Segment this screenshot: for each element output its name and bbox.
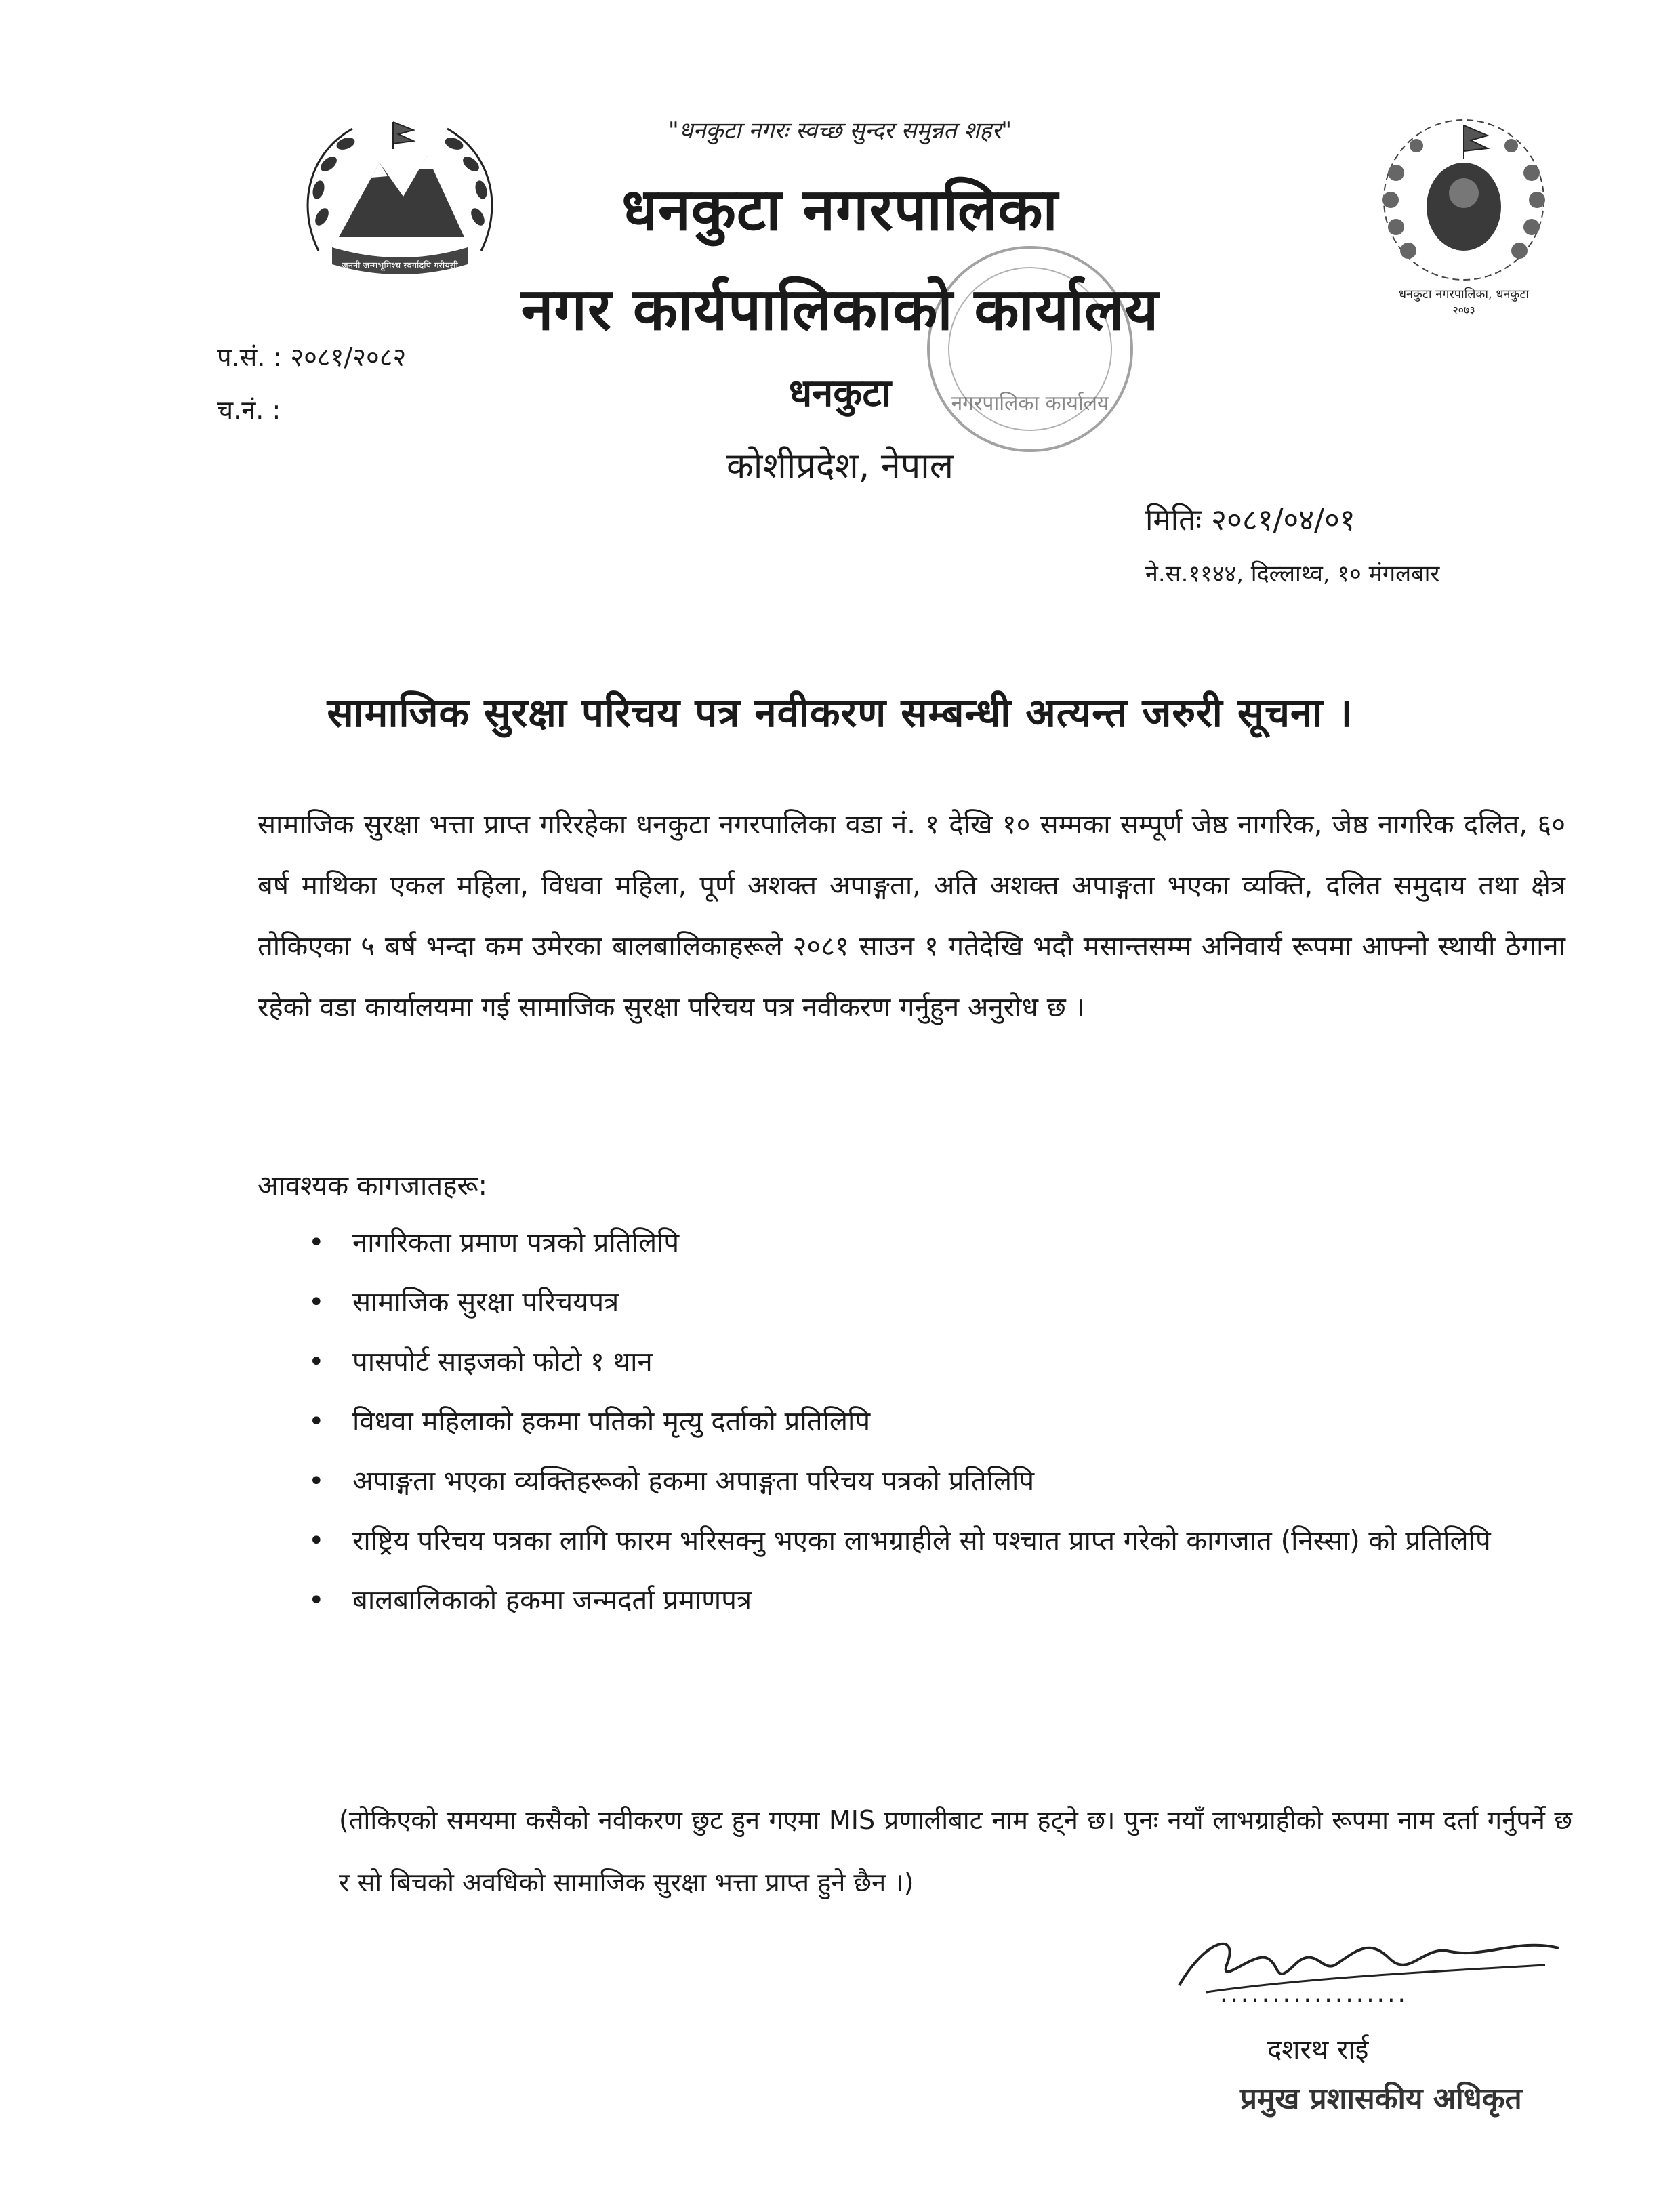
list-item: • बालबालिकाको हकमा जन्मदर्ता प्रमाणपत्र — [298, 1571, 1565, 1630]
signatory-name: दशरथ राई — [1267, 2034, 1369, 2065]
date-label: मितिः — [1145, 503, 1202, 537]
svg-text:नगरपालिका कार्यालय: नगरपालिका कार्यालय — [951, 392, 1109, 415]
list-item: • विधवा महिलाको हकमा पतिको मृत्यु दर्ताको प्रतिलिपि — [298, 1392, 1565, 1451]
dispatch-number — [217, 392, 281, 427]
dispatch-label: च.नं. : — [217, 395, 281, 425]
municipality-motto: "धनकुटा नगरः स्वच्छ सुन्दर समुन्नत शहर" — [668, 117, 1012, 144]
city-name: धनकुटा — [788, 371, 892, 415]
office-name-heading: धनकुटा नगरपालिका — [621, 176, 1059, 244]
nepal-sambat-date: ने.स.११४४, दिल्लाथ्व, १० मंगलबार — [1145, 560, 1440, 587]
list-item: • राष्ट्रिय परिचय पत्रका लागि फारम भरिसक्नु भएका लाभग्राहीले सो पश्चात प्राप्त गरेको कागजात (निस्सा) को प्रतिलिपि — [298, 1511, 1565, 1571]
notice-body-paragraph: सामाजिक सुरक्षा भत्ता प्राप्त गरिरहेका धनकुटा नगरपालिका वडा नं. १ देखि १० सम्मका सम्पूर्ण जेष्ठ नागरिक, जेष्ठ नागरिक दलित, ६० बर्ष माथिका एकल महिला, विधवा महिला, पूर्ण अशक्त अपाङ्गता, अति अशक्त अपाङ्गता भएका व्यक्ति, दलित समुदाय तथा क्षेत्र तोकिएका ५ बर्ष भन्दा कम उमेरका बालबालिकाहरूले २०८१ साउन १ गतेदेखि भदौ मसान्तसम्म अनिवार्य रूपमा आफ्नो स्थायी ठेगाना रहेको वडा कार्यालयमा गई सामाजिक सुरक्षा परिचय पत्र नवीकरण गर्नुहुन अनुरोध छ । — [258, 809, 1565, 1023]
bullet-icon: • — [308, 1346, 325, 1378]
reference-label: प.सं. : — [217, 342, 283, 372]
requirements-heading: आवश्यक कागजातहरू: — [258, 1170, 487, 1201]
list-item: • सामाजिक सुरक्षा परिचयपत्र — [298, 1273, 1565, 1332]
list-item: • नागरिकता प्रमाण पत्रको प्रतिलिपि — [298, 1213, 1565, 1273]
signature-line: .................. — [1220, 1980, 1408, 2008]
bullet-icon: • — [308, 1287, 325, 1318]
office-title-heading: नगर कार्यपालिकाको कार्यालय — [520, 276, 1160, 344]
bullet-icon: • — [308, 1525, 325, 1556]
signatory-title: प्रमुख प्रशासकीय अधिकृत — [1240, 2082, 1522, 2116]
bullet-icon: • — [308, 1227, 325, 1258]
notice-note: (तोकिएको समयमा कसैको नवीकरण छुट हुन गएमा MIS प्रणालीबाट नाम हट्ने छ। पुनः नयाँ लाभग्राहीको रूपमा नाम दर्ता गर्नुपर्ने छ र सो बिचको अवधिको सामाजिक सुरक्षा भत्ता प्राप्त हुने छैन ।) — [339, 1805, 1572, 1897]
svg-text:जननी जन्मभूमिश्च स्वर्गादपि गर: जननी जन्मभूमिश्च स्वर्गादपि गरीयसी — [342, 261, 458, 271]
requirements-list — [298, 1213, 1565, 1630]
bullet-icon: • — [308, 1466, 325, 1497]
date-line — [1145, 498, 1355, 539]
date-value: २०८१/०४/०१ — [1211, 503, 1355, 537]
reference-number — [217, 339, 406, 374]
notice-subject: सामाजिक सुरक्षा परिचय पत्र नवीकरण सम्बन्धी अत्यन्त जरुरी सूचना । — [327, 690, 1353, 736]
svg-text:२०७३: २०७३ — [1452, 304, 1475, 316]
reference-value: २०८१/२०८२ — [290, 342, 407, 372]
svg-text:धनकुटा नगरपालिका, धनकुटा: धनकुटा नगरपालिका, धनकुटा — [1398, 287, 1530, 302]
province-address: कोशीप्रदेश, नेपाल — [726, 446, 954, 487]
bullet-icon: • — [308, 1406, 325, 1437]
list-item: • अपाङ्गता भएका व्यक्तिहरूको हकमा अपाङ्गता परिचय पत्रको प्रतिलिपि — [298, 1451, 1565, 1511]
bullet-icon: • — [308, 1585, 325, 1616]
list-item: • पासपोर्ट साइजको फोटो १ थान — [298, 1332, 1565, 1392]
